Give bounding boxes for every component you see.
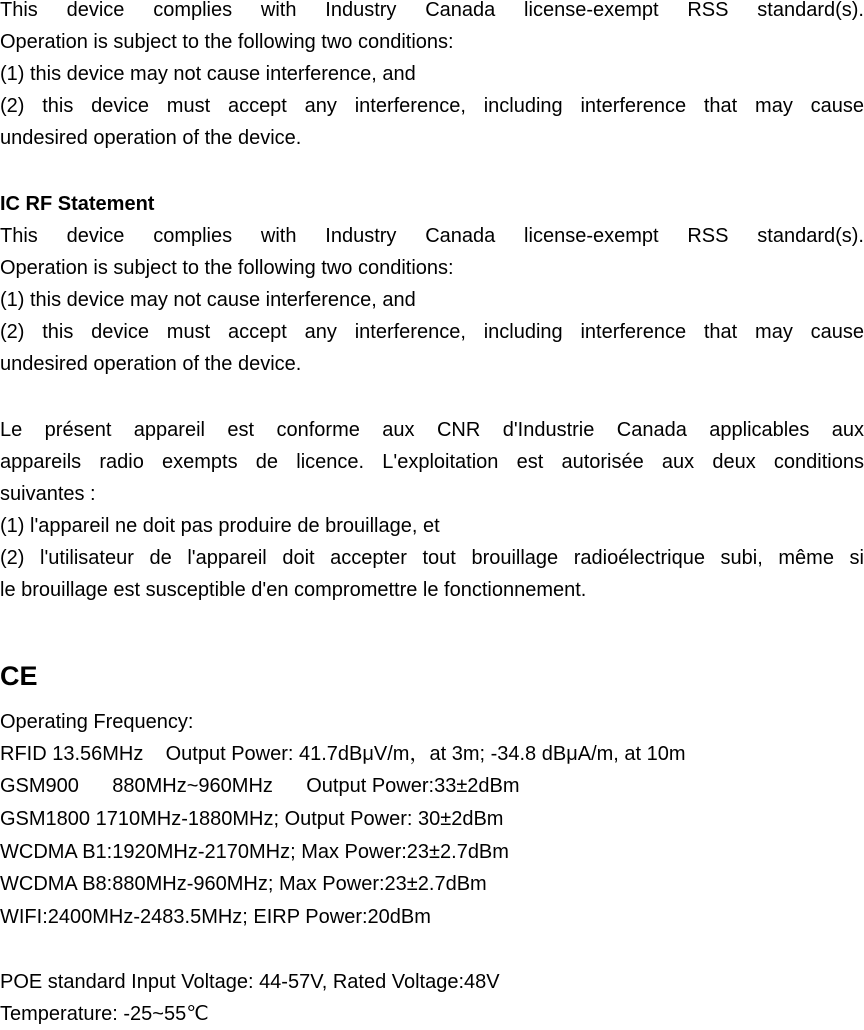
paragraph-1-line-5: undesired operation of the device.	[0, 127, 302, 149]
paragraph-1-line-2: Operation is subject to the following two conditions:	[0, 31, 454, 53]
ic-rf-line-5: undesired operation of the device.	[0, 353, 302, 375]
rfid-spec: RFID 13.56MHz Output Power: 41.7dBμV/m，at 3m; -34.8 dBμA/m, at 10m	[0, 743, 686, 765]
ic-rf-line-1: This device complies with Industry Canada license-exempt RSS standard(s).	[0, 225, 864, 247]
wcdma-b8-spec: WCDMA B8:880MHz-960MHz; Max Power:23±2.7dBm	[0, 873, 487, 895]
french-line-1: Le présent appareil est conforme aux CNR d'Industrie Canada applicables aux	[0, 419, 864, 441]
wcdma-b1-spec: WCDMA B1:1920MHz-2170MHz; Max Power:23±2.7dBm	[0, 841, 509, 863]
french-line-2: appareils radio exempts de licence. L'exploitation est autorisée aux deux conditions	[0, 451, 864, 473]
ic-rf-line-4: (2) this device must accept any interference, including interference that may cause	[0, 321, 864, 343]
paragraph-1-line-1: This device complies with Industry Canada license-exempt RSS standard(s).	[0, 0, 864, 21]
french-line-3: suivantes :	[0, 483, 96, 505]
gsm900-spec: GSM900 880MHz~960MHz Output Power:33±2dBm	[0, 775, 520, 797]
wifi-spec: WIFI:2400MHz-2483.5MHz; EIRP Power:20dBm	[0, 906, 431, 928]
ic-rf-heading: IC RF Statement	[0, 193, 155, 215]
ce-heading: CE	[0, 661, 38, 691]
poe-spec: POE standard Input Voltage: 44-57V, Rated Voltage:48V	[0, 971, 500, 993]
french-line-5: (2) l'utilisateur de l'appareil doit accepter tout brouillage radioélectrique subi, même si	[0, 547, 864, 569]
paragraph-1-line-4: (2) this device must accept any interference, including interference that may cause	[0, 95, 864, 117]
ic-rf-line-2: Operation is subject to the following two conditions:	[0, 257, 454, 279]
operating-frequency-label: Operating Frequency:	[0, 711, 194, 733]
french-line-6: le brouillage est susceptible d'en compromettre le fonctionnement.	[0, 579, 587, 601]
gsm1800-spec: GSM1800 1710MHz-1880MHz; Output Power: 30±2dBm	[0, 808, 504, 830]
paragraph-1-line-3: (1) this device may not cause interference, and	[0, 63, 416, 85]
french-line-4: (1) l'appareil ne doit pas produire de brouillage, et	[0, 515, 440, 537]
ic-rf-line-3: (1) this device may not cause interference, and	[0, 289, 416, 311]
temperature-spec: Temperature: -25~55℃	[0, 1003, 209, 1025]
